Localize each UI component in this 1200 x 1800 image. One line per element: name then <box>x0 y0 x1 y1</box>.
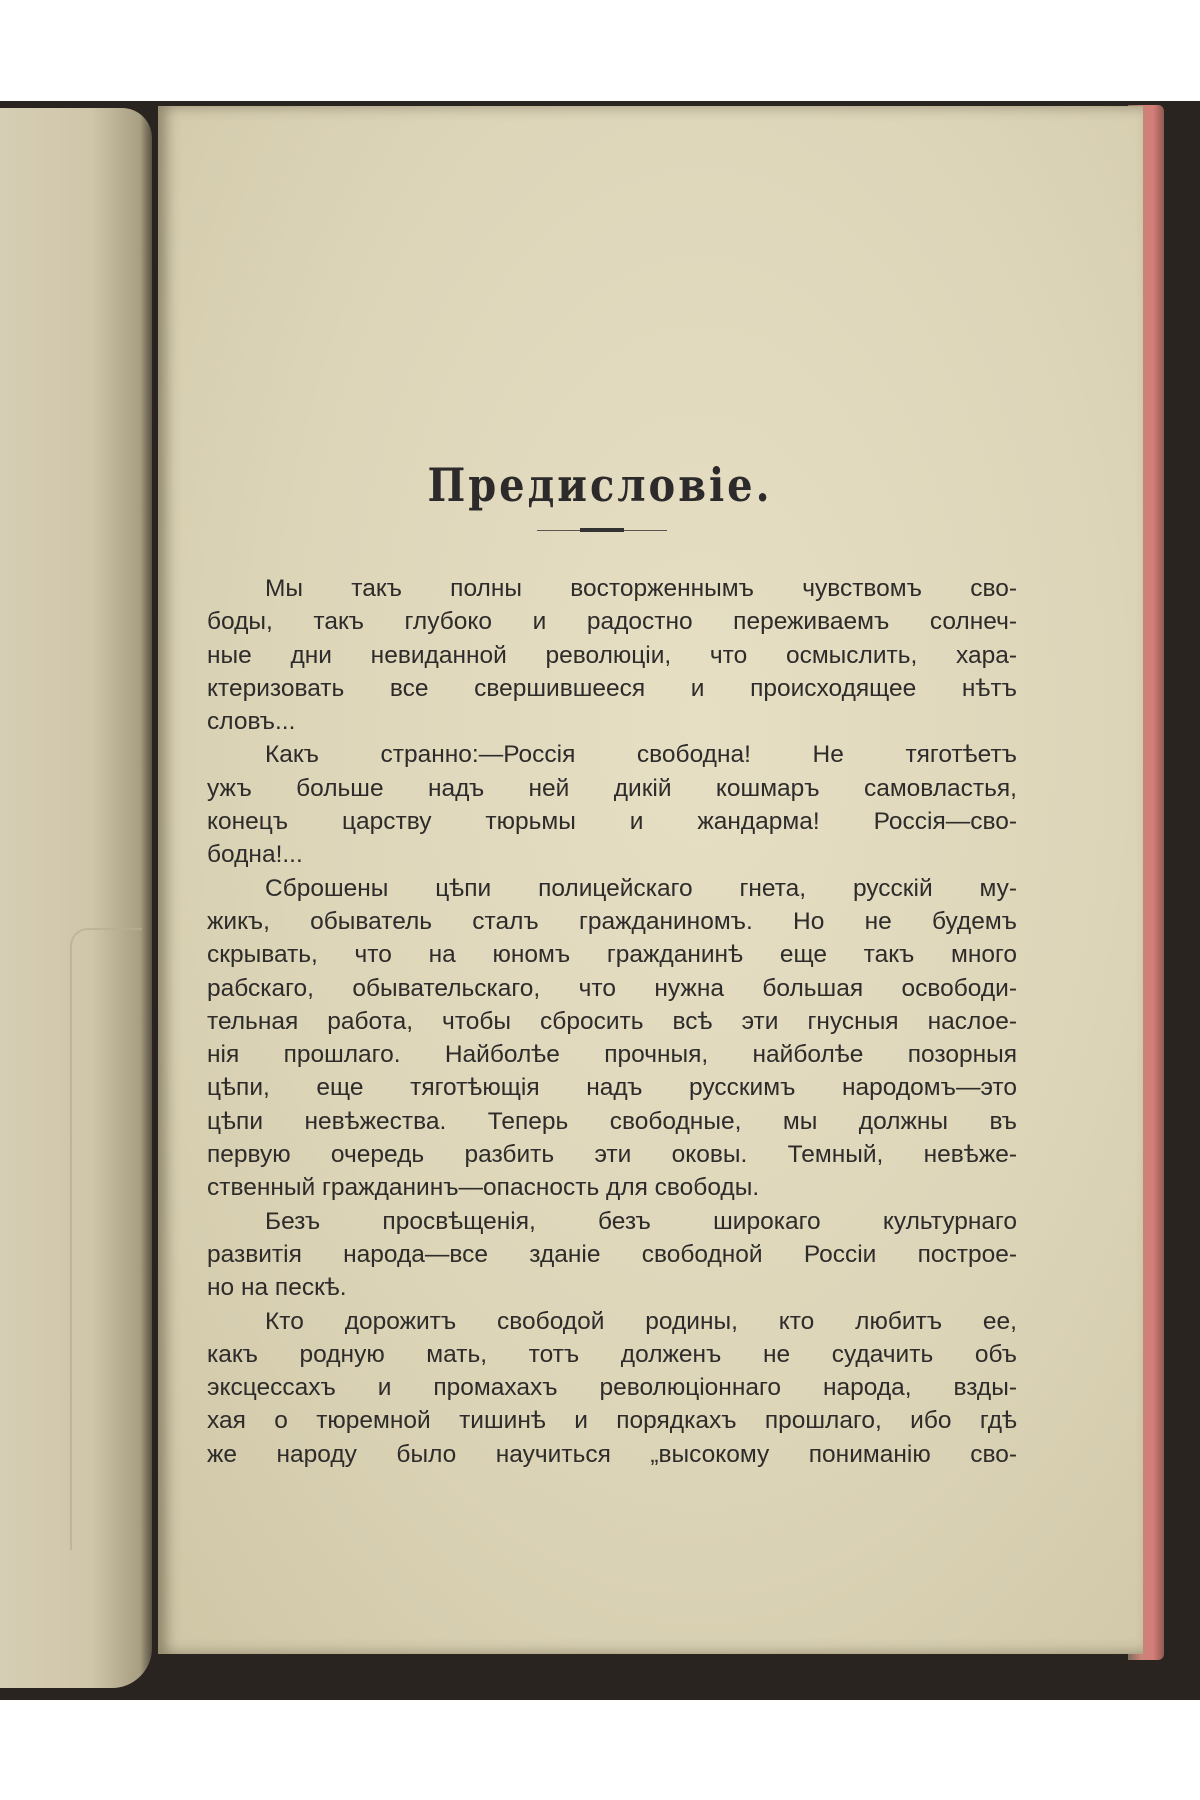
text-line: же народу было научиться „высокому пониманію сво- <box>207 1440 1017 1468</box>
text-line: тельная работа, чтобы сбросить всѣ эти гнусныя наслое- <box>207 1007 1017 1035</box>
text-line: цѣпи невѣжества. Теперь свободные, мы должны въ <box>207 1107 1017 1135</box>
text-line: рабскаго, обывательскаго, что нужна большая освободи- <box>207 974 1017 1002</box>
text-line: боды, такъ глубоко и радостно переживаемъ солнеч- <box>207 608 1017 636</box>
text-line: нія прошлаго. Найболѣе прочныя, найболѣе позорныя <box>207 1041 1017 1069</box>
text-line: какъ родную мать, тотъ долженъ не судачить объ <box>207 1340 1017 1368</box>
text-line: ные дни невиданной революціи, что осмыслить, хара- <box>207 641 1017 669</box>
body-text <box>207 572 1017 1471</box>
text-line: ственный гражданинъ—опасность для свободы. <box>207 1174 760 1202</box>
text-line: развитія народа—все зданіе свободной Россіи построе- <box>207 1240 1017 1268</box>
title-divider-ornament <box>580 528 624 532</box>
text-line: но на пескѣ. <box>207 1274 347 1302</box>
page-fold <box>70 928 142 1550</box>
text-line: ктеризовать все свершившееся и происходящее нѣтъ <box>207 674 1017 702</box>
text-line: хая о тюремной тишинѣ и порядкахъ прошлаго, ибо гдѣ <box>207 1407 1017 1435</box>
text-line: эксцессахъ и промахахъ революціоннаго народа, взды- <box>207 1374 1017 1402</box>
text-line: цѣпи, еще тяготѣющія надъ русскимъ народомъ—это <box>207 1074 1017 1102</box>
text-line: ужъ больше надъ ней дикій кошмаръ самовластья, <box>207 774 1017 802</box>
text-line: Сброшены цѣпи полицейскаго гнета, русскій му- <box>265 874 1017 902</box>
text-line: скрывать, что на юномъ гражданинѣ еще такъ много <box>207 941 1017 969</box>
text-line: Какъ странно:—Россія свободна! Не тяготѣетъ <box>265 741 1017 769</box>
text-line: конецъ царству тюрьмы и жандарма! Россія—сво- <box>207 808 1017 836</box>
text-line: первую очередь разбить эти оковы. Темный, невѣже- <box>207 1141 1017 1169</box>
text-line: жикъ, обыватель сталъ гражданиномъ. Но не будемъ <box>207 907 1017 935</box>
text-line: Безъ просвѣщенія, безъ широкаго культурнаго <box>265 1207 1017 1235</box>
photo-bottom-margin <box>0 1700 1200 1800</box>
text-line: Кто дорожитъ свободой родины, кто любитъ ее, <box>265 1307 1017 1335</box>
text-line: Мы такъ полны восторженнымъ чувствомъ сво- <box>265 575 1017 602</box>
photo-top-margin <box>0 0 1200 101</box>
text-line: бодна!... <box>207 841 303 869</box>
page-title: Предисловіе. <box>427 458 773 513</box>
text-line: словъ... <box>207 708 296 736</box>
left-page <box>0 108 152 1688</box>
